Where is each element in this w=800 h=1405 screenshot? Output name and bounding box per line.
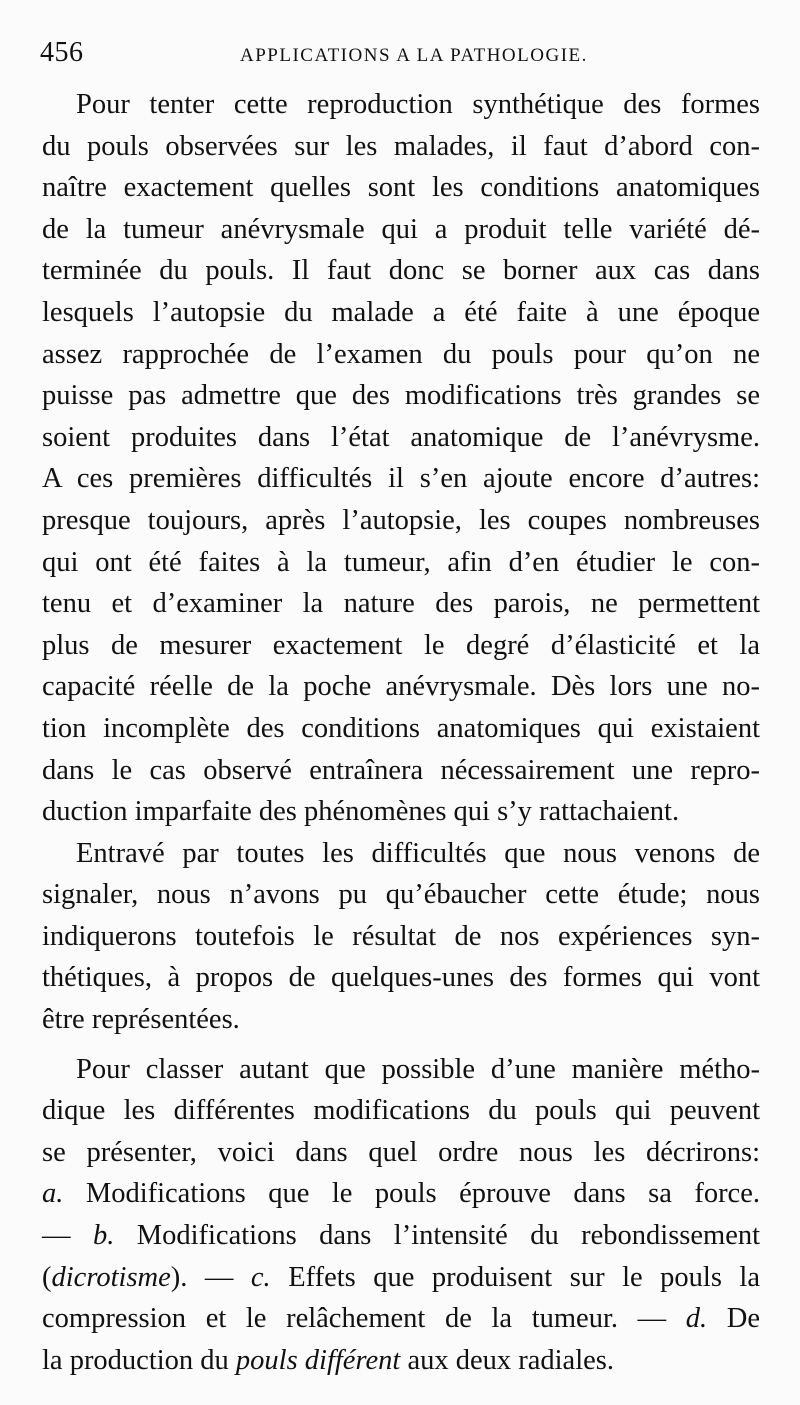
text-line: Pour tenter cette reproduction synthétique des formes: [76, 89, 760, 120]
list-marker-a: a.: [42, 1178, 64, 1210]
paren-close: ). —: [170, 1261, 251, 1293]
text-line: signaler, nous n’avons pu qu’ébaucher cette étude; nous: [42, 879, 760, 911]
text-line: A ces premières difficultés il s’en ajoute encore d’autres:: [42, 463, 760, 495]
text-line: assez rapprochée de l’examen du pouls pour qu’on ne: [42, 338, 760, 370]
list-line-e: [42, 1340, 760, 1382]
text-line: tion incomplète des conditions anatomiques qui existaient: [42, 712, 760, 744]
text-line: plus de mesurer exactement le degré d’élasticité et la: [42, 629, 760, 661]
text-line: tenu et d’examiner la nature des parois, ne permettent: [42, 588, 760, 620]
text-line: indiquerons toutefois le résultat de nos expériences syn-: [42, 920, 760, 952]
list-line-c: [42, 1257, 760, 1299]
text-line: presque toujours, après l’autopsie, les coupes nombreuses: [42, 504, 760, 536]
list-text: Modifications que le pouls éprouve dans sa force.: [63, 1178, 760, 1210]
list-text: Modifications dans l’intensité du rebondissement: [114, 1220, 761, 1252]
body-text: [42, 84, 760, 1381]
text-line: qui ont été faites à la tumeur, afin d’en étudier le con-: [42, 546, 760, 578]
paren-open: (: [42, 1261, 52, 1293]
paragraph-2: [42, 833, 760, 1041]
text-line: naître exactement quelles sont les conditions anatomiques: [42, 172, 760, 204]
text-line: être représentées.: [42, 1004, 240, 1036]
list-line-d: [42, 1298, 760, 1340]
text-line: Entravé par toutes les difficultés que nous venons de: [76, 837, 760, 869]
paragraph-3: [42, 1049, 760, 1382]
list-marker-b: b.: [92, 1220, 115, 1252]
list-marker-c: c.: [250, 1261, 271, 1293]
running-title: APPLICATIONS A LA PATHOLOGIE.: [240, 45, 588, 66]
page-header: [40, 38, 760, 78]
italic-term-dicrotisme: dicrotisme: [51, 1261, 171, 1293]
italic-term-pouls-different: pouls différent: [235, 1344, 401, 1376]
text-line: Pour classer autant que possible d’une manière métho-: [76, 1053, 760, 1085]
page-number: 456: [40, 37, 84, 68]
text-line: duction imparfaite des phénomènes qui s’y rattachaient.: [42, 796, 680, 828]
list-text: De: [707, 1303, 761, 1335]
paragraph-1: [42, 84, 760, 833]
list-dash: —: [42, 1220, 93, 1252]
text-line: puisse pas admettre que des modifications très grandes se: [42, 380, 760, 412]
text-line: se présenter, voici dans quel ordre nous les décrirons:: [42, 1136, 760, 1168]
list-text: compression et le relâchement de la tumeur. —: [42, 1303, 686, 1335]
list-line-b: [42, 1215, 760, 1257]
text-line: dans le cas observé entraînera nécessairement une repro-: [42, 754, 760, 786]
text-line: soient produites dans l’état anatomique de l’anévrysme.: [42, 421, 760, 453]
list-line-a: [42, 1173, 760, 1215]
text-line: capacité réelle de la poche anévrysmale. Dès lors une no-: [42, 671, 760, 703]
list-marker-d: d.: [685, 1303, 708, 1335]
text-line: thétiques, à propos de quelques-unes des formes qui vont: [42, 962, 760, 994]
text-line: terminée du pouls. Il faut donc se borner aux cas dans: [42, 255, 760, 287]
text-line: du pouls observées sur les malades, il faut d’abord con-: [42, 130, 760, 162]
list-text: aux deux radiales.: [400, 1344, 614, 1376]
list-text: la production du: [42, 1344, 236, 1376]
text-line: lesquels l’autopsie du malade a été faite à une époque: [42, 296, 760, 328]
text-line: dique les différentes modifications du pouls qui peuvent: [42, 1095, 760, 1127]
list-text: Effets que produisent sur le pouls la: [270, 1261, 760, 1293]
text-line: de la tumeur anévrysmale qui a produit telle variété dé-: [42, 213, 760, 245]
